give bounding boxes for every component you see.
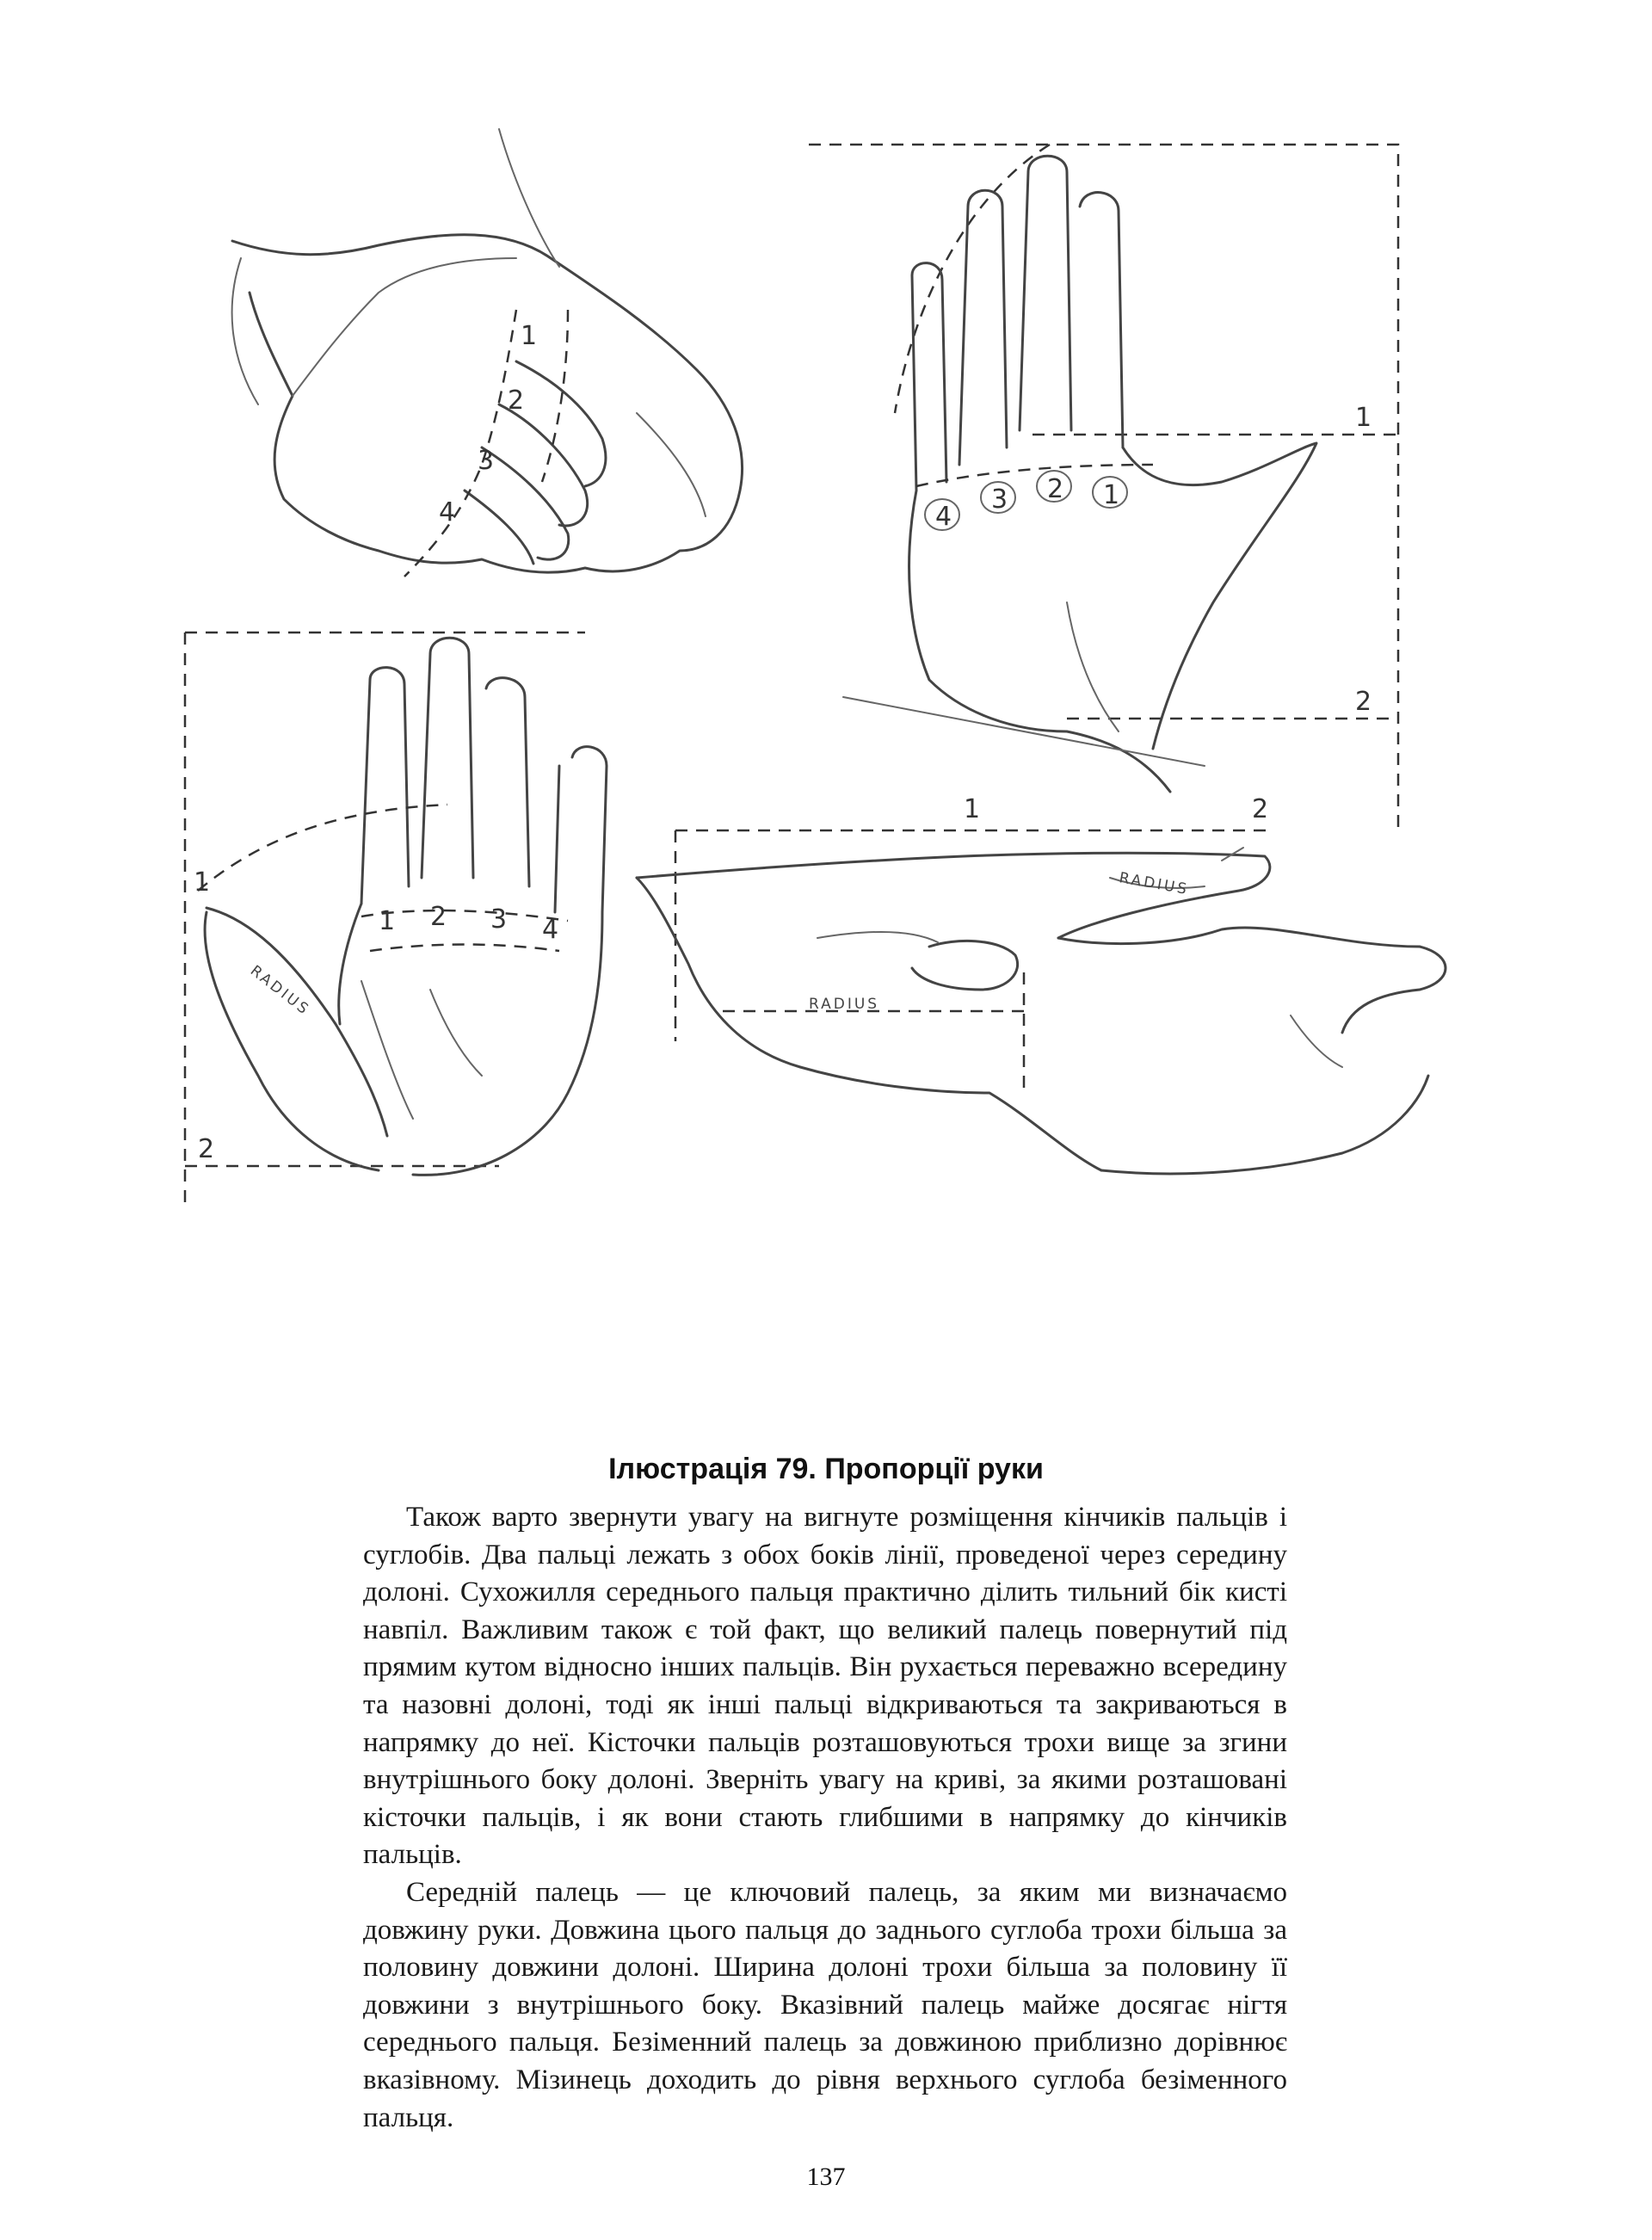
radius-annotation: RADIUS bbox=[246, 962, 313, 1020]
knuckle-label: 2 bbox=[508, 386, 525, 416]
hand-sketch-top-left bbox=[232, 129, 743, 577]
knuckle-label: 4 bbox=[935, 502, 952, 532]
proportion-label: 1 bbox=[1355, 403, 1372, 433]
knuckle-label: 2 bbox=[1047, 474, 1064, 504]
finger-crease-label: 1 bbox=[379, 906, 396, 936]
radius-annotation: RADIUS bbox=[1118, 869, 1191, 899]
finger-crease-label: 3 bbox=[490, 904, 508, 935]
finger-crease-label: 4 bbox=[542, 915, 559, 945]
body-text bbox=[363, 1499, 1287, 2137]
paragraph: Середній палець — це ключовий палець, за яким ми визначаємо довжину руки. Довжина цього пальця до заднього суглоба трохи більша за половину довжини долоні. Ширина долоні трохи більша за половину її довжини з внутрішнього боку. Вказівний палець майже досягає нігтя середнього пальця. Безіменний палець за довжиною приблизно дорівнює вказівному. Мізинець доходить до рівня верхнього суглоба безіменного пальця. bbox=[363, 1876, 1287, 2133]
proportion-label: 2 bbox=[1355, 687, 1372, 717]
finger-crease-label: 2 bbox=[430, 902, 447, 932]
proportion-label: 2 bbox=[198, 1134, 215, 1164]
paragraph: Також варто звернути увагу на вигнуте розміщення кінчиків пальців і суглобів. Два пальці лежать з обох боків лінії, проведеної через середину долоні. Сухожилля середнього пальця практично ділить тильний бік кисті навпіл. Важливим також є той факт, що великий палець повернутий під прямим кутом відносно інших пальців. Він рухається переважно всередину та назовні долоні, тоді як інші пальці відкриваються та закриваються в напрямку до неї. Кісточки пальців розташовуються трохи вище за згини внутрішнього боку долоні. Зверніть увагу на криві, за якими розташовані кісточки пальців, і як вони стають глибшими в напрямку до кінчиків пальців. bbox=[363, 1502, 1287, 1871]
page-number: 137 bbox=[806, 2163, 846, 2191]
proportion-label: 1 bbox=[964, 794, 981, 824]
proportion-label: 1 bbox=[194, 867, 211, 898]
knuckle-label: 1 bbox=[1103, 480, 1120, 510]
knuckle-label: 4 bbox=[439, 497, 456, 528]
knuckle-label: 3 bbox=[991, 484, 1008, 515]
knuckle-label: 3 bbox=[478, 446, 495, 476]
proportion-label: 2 bbox=[1252, 794, 1269, 824]
knuckle-label: 1 bbox=[521, 321, 538, 351]
radius-annotation: RADIUS bbox=[809, 996, 880, 1013]
figure-caption: Ілюстрація 79. Пропорції руки bbox=[608, 1453, 1044, 1485]
hand-sketch-bottom-right bbox=[637, 830, 1446, 1174]
